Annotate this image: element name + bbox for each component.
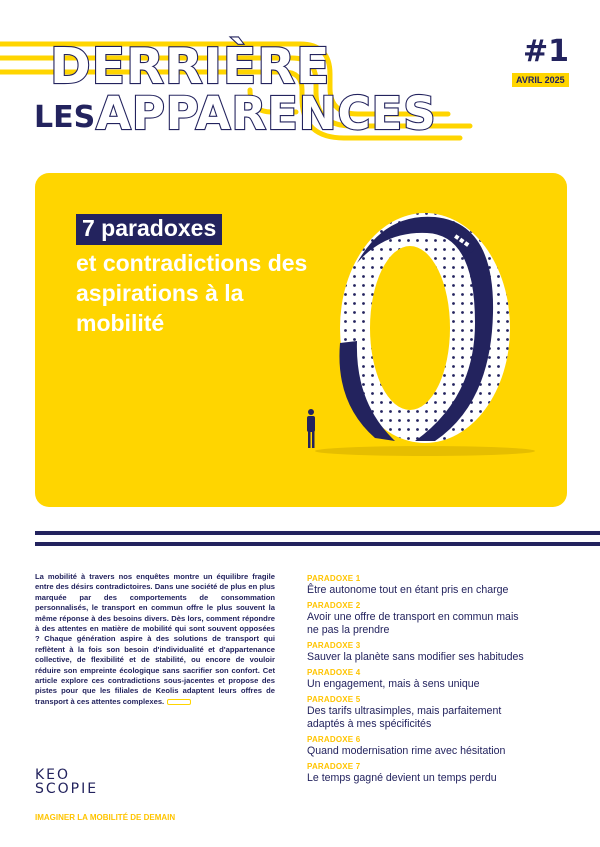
- paradox-text: Être autonome tout en étant pris en charge: [307, 584, 509, 596]
- logo-tagline: IMAGINER LA MOBILITÉ DE DEMAIN: [35, 813, 176, 822]
- paradox-label: PARADOXE 3: [307, 641, 361, 650]
- list-item: [307, 762, 587, 785]
- paradox-text: Un engagement, mais à sens unique: [307, 678, 480, 690]
- list-item: [307, 574, 587, 597]
- paradox-text: Des tarifs ultrasimples, mais parfaitement adaptés à mes spécificités: [307, 705, 502, 730]
- paradox-label: PARADOXE 5: [307, 695, 361, 704]
- list-item: [307, 601, 587, 637]
- issue-date: AVRIL 2025: [512, 73, 569, 87]
- logo-line2: SCOPIE: [35, 781, 99, 797]
- hero-title-rest: et contradictions des aspirations à la mobilité: [76, 250, 308, 336]
- issue-number: #1: [523, 34, 570, 69]
- logo-line1: KEO: [35, 767, 71, 783]
- title-line1: DERRIÈRE: [50, 38, 331, 95]
- paradox-label: PARADOXE 7: [307, 762, 361, 771]
- paradox-label: PARADOXE 4: [307, 668, 361, 677]
- ring-illustration: [35, 173, 567, 507]
- paradox-label: PARADOXE 2: [307, 601, 361, 610]
- intro-text: La mobilité à travers nos enquêtes montre un équilibre fragile entre des désirs contradictoires. Dans une société de plus en plus marquée par des comportements de consommation personnalisés, le transport en commun offre le plus souvent la même réponse à des besoins divers. Dès lors, comment répondre à des attentes en matière de mobilité qui sont souvent opposées ? Chaque génération aspire à des solutions de transport qui reflètent à la fois son besoin d'individualité et d'appartenance collective, de flexibilité et de stabilité, ou encore de vouloir réduire son empreinte écologique sans sacrifier son confort. Cet article explore ces contradictions sous-jacentes et propose des pistes pour que les filiales de Keolis adaptent leurs offres de transport à ces attentes complexes.: [35, 572, 275, 706]
- hero-title-highlight: 7 paradoxes: [76, 214, 222, 245]
- keoscopie-logo: [35, 768, 98, 796]
- header-decoration: [0, 0, 600, 160]
- paradox-text: Quand modernisation rime avec hésitation: [307, 745, 506, 757]
- hero-card: [35, 173, 567, 507]
- list-item: [307, 641, 587, 664]
- list-item: [307, 668, 587, 691]
- paradox-label: PARADOXE 6: [307, 735, 361, 744]
- person-figure: [307, 409, 315, 448]
- paradox-text: Sauver la planète sans modifier ses habitudes: [307, 651, 524, 663]
- paradox-list: [307, 574, 587, 789]
- title-line2: APPARENCES: [96, 87, 437, 140]
- paradox-text: Avoir une offre de transport en commun mais ne pas la prendre: [307, 611, 519, 636]
- paradox-label: PARADOXE 1: [307, 574, 361, 583]
- list-item: [307, 735, 587, 758]
- divider-rule-bottom: [35, 542, 600, 546]
- end-mark: [167, 699, 191, 705]
- title-prefix: LES: [34, 100, 96, 135]
- paradox-text: Le temps gagné devient un temps perdu: [307, 772, 497, 784]
- list-item: [307, 695, 587, 731]
- intro-paragraph: [35, 572, 275, 707]
- divider-rule-top: [35, 531, 600, 535]
